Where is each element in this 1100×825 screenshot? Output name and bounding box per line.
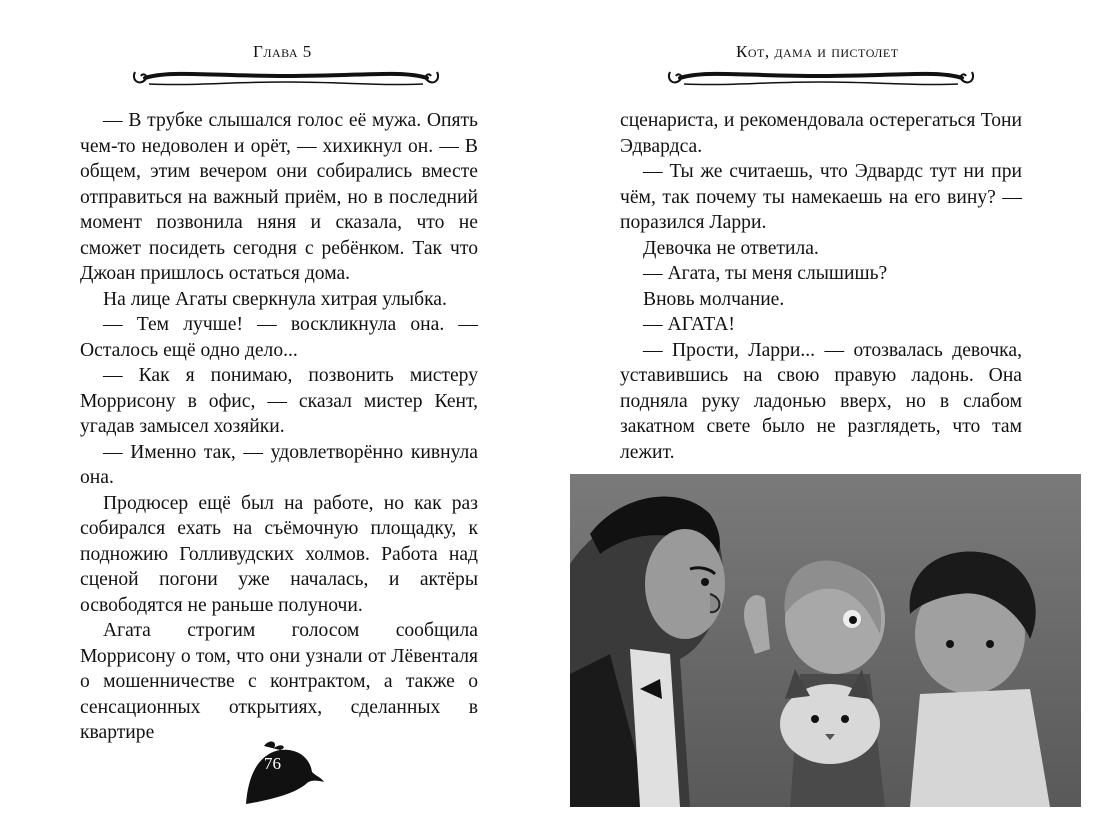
paragraph: — Прости, Ларри... — отозвалась девочка, уставившись на свою правую ладонь. Она подняла руку ладонью вверх, но в слабом закатном свете было не разглядеть, что там лежит. bbox=[620, 339, 1022, 463]
page-number-badge bbox=[240, 736, 326, 806]
chapter-header: Глава 5 bbox=[253, 42, 312, 61]
paragraph: сценариста, и рекомендовала остерегаться Тони Эдвардса. bbox=[620, 110, 1022, 157]
paragraph: На лице Агаты сверкнула хитрая улыбка. bbox=[103, 288, 447, 310]
paragraph: Девочка не ответила. bbox=[643, 237, 819, 259]
right-body-text bbox=[620, 108, 1022, 465]
paragraph: — Агата, ты меня слышишь? bbox=[643, 263, 888, 284]
characters-illustration bbox=[570, 474, 1081, 807]
detective-hat-icon bbox=[240, 736, 326, 806]
paragraph: — Тем лучше! — воскликнула она. — Осталось ещё одно дело... bbox=[80, 314, 478, 361]
paragraph: Вновь молчание. bbox=[643, 288, 785, 310]
book-title-header: Кот, дама и пистолет bbox=[736, 42, 899, 61]
page-number: 76 bbox=[264, 754, 281, 773]
paragraph: Продюсер ещё был на работе, но как раз собирался ехать на съёмочную площадку, к подножию Голливудских холмов. Работа над сценой погони уже началась, и актёры освободятся не раньше полуночи. bbox=[80, 492, 478, 616]
paragraph: — В трубке слышался голос её мужа. Опять чем-то недоволен и орёт, — хихикнул он. — В общем, этим вечером они собирались вместе отправиться на важный приём, но в последний момент позвонила няня и сказала, что не сможет посидеть сегодня с ребёнком. Так что Джоан пришлось остаться дома. bbox=[80, 110, 478, 284]
scroll-divider-icon bbox=[129, 62, 443, 96]
paragraph: — Именно так, — удовлетворённо кивнула она. bbox=[80, 441, 478, 488]
paragraph: — АГАТА! bbox=[643, 314, 735, 335]
paragraph: — Как я понимаю, позвонить мистеру Моррисону в офис, — сказал мистер Кент, угадав замысел хозяйки. bbox=[80, 365, 478, 437]
paragraph: — Ты же считаешь, что Эдвардс тут ни при чём, так почему ты намекаешь на его вину? — поразился Ларри. bbox=[620, 161, 1022, 233]
paragraph: Агата строгим голосом сообщила Моррисону о том, что они узнали от Лёвенталя о мошенничестве с контрактом, а также о сенсационных открытиях, сделанных в квартире bbox=[80, 620, 478, 743]
scroll-divider-icon bbox=[664, 62, 978, 96]
left-body-text bbox=[80, 108, 478, 746]
illustration bbox=[570, 474, 1081, 807]
